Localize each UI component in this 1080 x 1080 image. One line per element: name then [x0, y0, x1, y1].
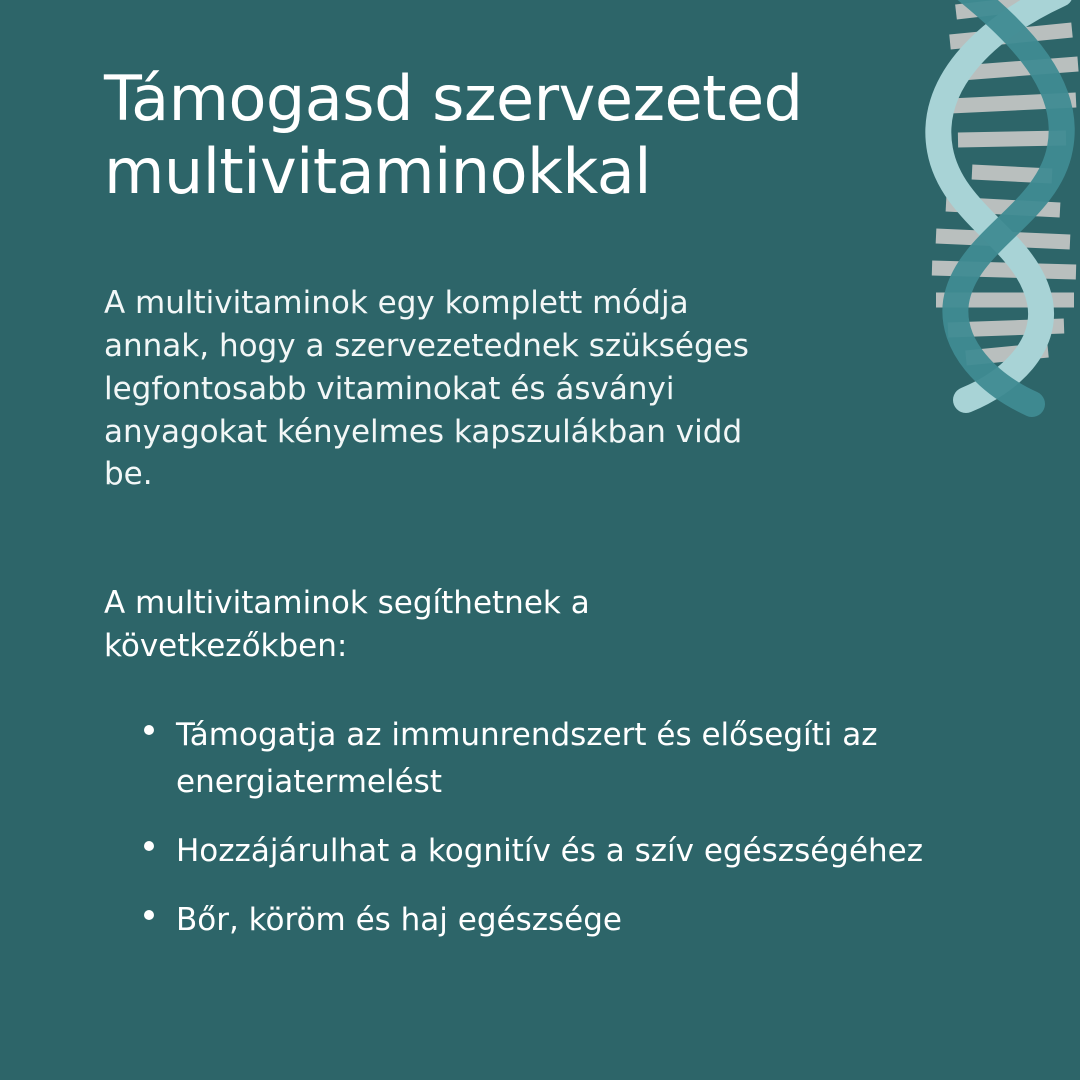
page-title: Támogasd szervezeted multivitaminokkal: [104, 62, 803, 209]
benefits-list: [104, 712, 934, 944]
list-item: [176, 712, 934, 806]
content-block: [104, 62, 934, 966]
list-item: [176, 828, 934, 875]
bullet-icon: [144, 910, 154, 920]
list-item-label: Bőr, köröm és haj egészsége: [176, 902, 622, 938]
list-item-label: Támogatja az immunrendszert és elősegíti az energiatermelést: [176, 716, 878, 800]
intro-paragraph: A multivitaminok egy komplett módja annak, hogy a szervezetednek szükséges legfontosabb vitaminokat és ásványi anyagokat kényelmes kapszulákban vidd be.: [104, 285, 749, 493]
bullet-icon: [144, 841, 154, 851]
benefits-lead-in: A multivitaminok segíthetnek a következőkben:: [104, 585, 590, 664]
list-item: [176, 897, 934, 944]
bullet-icon: [144, 725, 154, 735]
list-item-label: Hozzájárulhat a kognitív és a szív egészségéhez: [176, 832, 924, 869]
